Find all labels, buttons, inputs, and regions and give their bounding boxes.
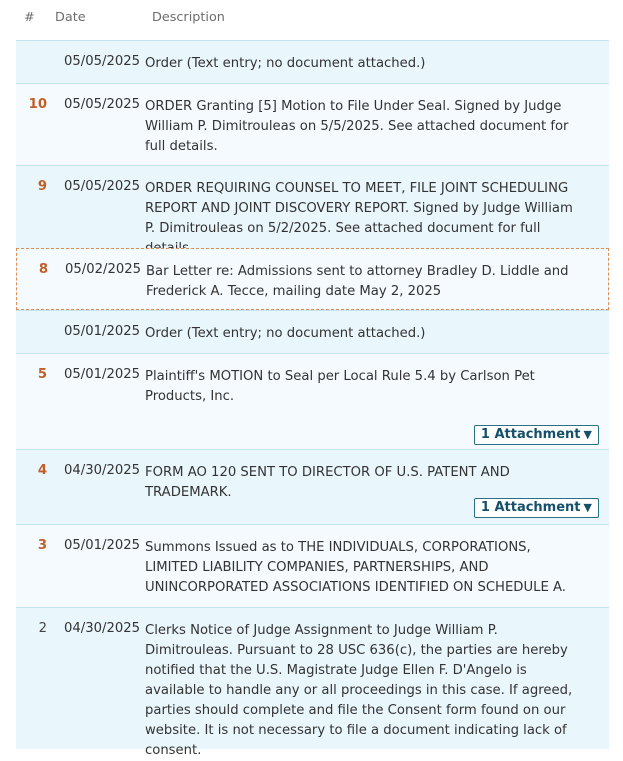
table-row (16, 524, 609, 607)
entry-date: 05/05/2025 (64, 54, 141, 69)
entry-description: ORDER Granting [5] Motion to File Under Seal. Signed by Judge William P. Dimitrouleas on 5/5/2025. See attached document for full details. (145, 99, 569, 154)
attachment-dropdown-button[interactable] (474, 498, 599, 518)
header-description[interactable]: Description (152, 10, 225, 25)
entry-number: 2 (38, 621, 47, 636)
entry-description: Plaintiff's MOTION to Seal per Local Rule 5.4 by Carlson Pet Products, Inc. (145, 369, 535, 404)
entry-number[interactable]: 4 (37, 463, 47, 478)
entry-number[interactable]: 9 (37, 179, 47, 194)
entry-date: 05/01/2025 (64, 324, 141, 339)
entry-date: 04/30/2025 (64, 463, 141, 478)
entry-number[interactable]: 5 (37, 367, 47, 382)
entry-number[interactable]: 3 (37, 538, 47, 553)
entry-description: Summons Issued as to THE INDIVIDUALS, CORPORATIONS, LIMITED LIABILITY COMPANIES, PARTNERSHIPS, AND UNINCORPORATED ASSOCIATIONS IDENTIFIED ON SCHEDULE A. (145, 540, 566, 595)
entry-description: Order (Text entry; no document attached.) (145, 56, 426, 71)
entry-number[interactable]: 8 (38, 262, 48, 277)
entry-date: 05/05/2025 (64, 179, 141, 194)
table-row (16, 607, 609, 758)
table-row (16, 165, 609, 248)
docket-rows (16, 40, 609, 758)
header-number[interactable]: # (24, 10, 35, 25)
entry-date: 05/01/2025 (64, 367, 141, 382)
caret-down-icon: ▼ (583, 501, 592, 514)
entry-date: 05/05/2025 (64, 97, 141, 112)
entry-date: 05/01/2025 (64, 538, 141, 553)
entry-description: ORDER REQUIRING COUNSEL TO MEET, FILE JOINT SCHEDULING REPORT AND JOINT DISCOVERY REPORT. Signed by Judge William P. Dimitrouleas on 5/2/2025. See attached document for full (145, 181, 573, 236)
entry-description: Order (Text entry; no document attached.) (145, 326, 426, 341)
entry-description: Clerks Notice of Judge Assignment to Judge William P. Dimitrouleas. Pursuant to 28 USC 636(c), the parties are hereby notified that the U.S. Magistrate Judge Ellen F. D'Angelo is available to handle any or all proceedings in this case. If agreed, parties should complete and file the Consent form found on our website. It is not necessary to file a document indicating lack of consent. (145, 623, 573, 758)
table-row-selected (16, 248, 609, 310)
header-date[interactable]: Date (55, 10, 86, 25)
caret-down-icon: ▼ (583, 428, 592, 441)
attachment-label: 1 Attachment (480, 500, 581, 515)
table-header (0, 0, 623, 40)
attachment-label: 1 Attachment (480, 427, 581, 442)
entry-date: 05/02/2025 (65, 262, 142, 277)
entry-description: FORM AO 120 SENT TO DIRECTOR OF U.S. PATENT AND TRADEMARK. (145, 465, 510, 500)
entry-number[interactable]: 10 (28, 97, 47, 112)
table-row (16, 310, 609, 353)
table-row (16, 40, 609, 83)
table-row (16, 353, 609, 449)
table-row (16, 449, 609, 524)
attachment-dropdown-button[interactable] (474, 425, 599, 445)
table-row (16, 83, 609, 165)
entry-date: 04/30/2025 (64, 621, 141, 636)
entry-description: Bar Letter re: Admissions sent to attorney Bradley D. Liddle and Frederick A. Tecce, mailing date May 2, 2025 (146, 264, 569, 299)
